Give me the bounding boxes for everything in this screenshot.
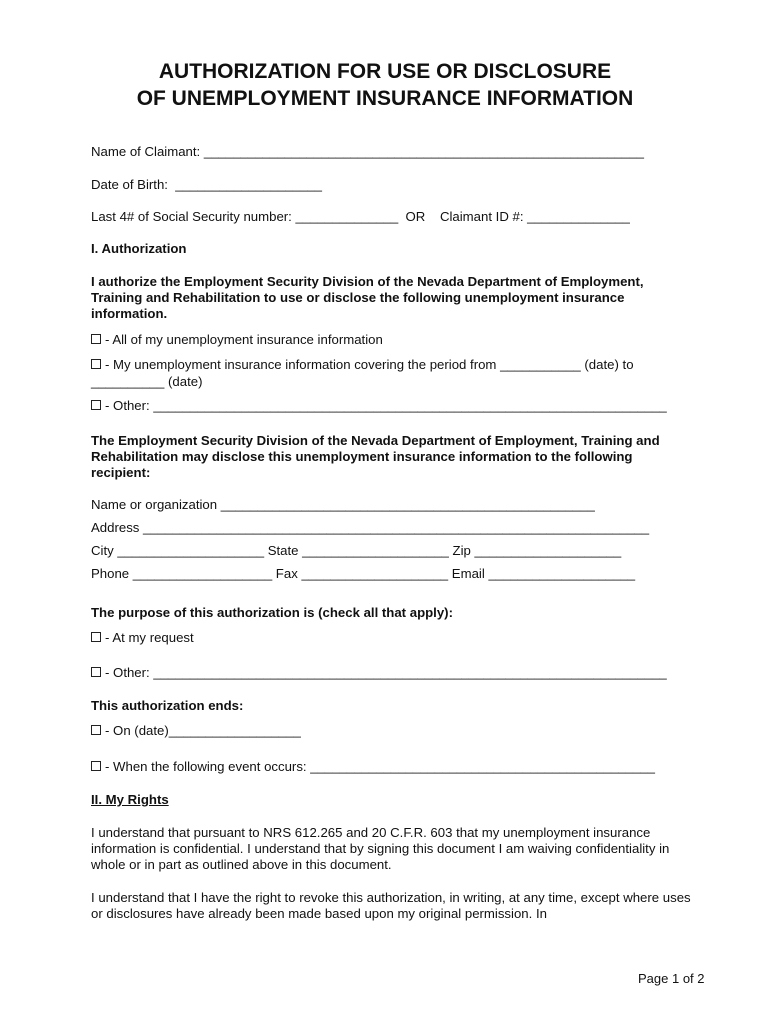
claimant-name-field[interactable]: Name of Claimant: ____________________________________________________________ — [91, 144, 644, 159]
ends-on-date-label: - On (date)__________________ — [105, 723, 301, 738]
ends-on-event-label: - When the following event occurs: _______________________________________________ — [105, 759, 655, 774]
authorization-statement: I authorize the Employment Security Division of the Nevada Department of Employment, Training and Rehabilitation to use or disclose the following unemployment insurance information. — [91, 274, 644, 321]
ends-on-event[interactable] — [91, 759, 655, 775]
checkbox-icon[interactable] — [91, 400, 101, 410]
purpose-other[interactable] — [91, 665, 667, 681]
date-of-birth-field[interactable]: Date of Birth: ____________________ — [91, 177, 322, 192]
ends-heading: This authorization ends: — [91, 698, 244, 713]
option-other-label: - Other: ______________________________________________________________________ — [105, 398, 667, 413]
section-authorization-heading: I. Authorization — [91, 241, 187, 256]
checkbox-icon[interactable] — [91, 632, 101, 642]
recipient-statement: The Employment Security Division of the Nevada Department of Employment, Training and Rehabilitation may disclose this unemployment insurance information to the following recipient: — [91, 433, 660, 480]
form-title-line-2: OF UNEMPLOYMENT INSURANCE INFORMATION — [136, 87, 634, 110]
page-number: Page 1 of 2 — [638, 971, 705, 986]
section-my-rights-heading: II. My Rights — [91, 792, 169, 807]
rights-paragraph-1: I understand that pursuant to NRS 612.265 and 20 C.F.R. 603 that my unemployment insurance information is confidential. I understand that by signing this document I am waiving confidentiality in whole or in part as outlined above in this document. — [91, 825, 670, 872]
recipient-phone-fax-email-field[interactable]: Phone ___________________ Fax ____________________ Email ____________________ — [91, 566, 636, 581]
purpose-request-label: - At my request — [105, 630, 194, 645]
checkbox-icon[interactable] — [91, 334, 101, 344]
option-other[interactable] — [91, 398, 667, 414]
recipient-address-field[interactable]: Address _____________________________________________________________________ — [91, 520, 650, 535]
checkbox-icon[interactable] — [91, 761, 101, 771]
purpose-request[interactable] — [91, 630, 194, 646]
checkbox-icon[interactable] — [91, 725, 101, 735]
option-period[interactable] — [91, 357, 634, 373]
form-title-line-1: AUTHORIZATION FOR USE OR DISCLOSURE — [158, 60, 612, 83]
option-period-label: - My unemployment insurance information covering the period from ___________ (date) to — [105, 357, 634, 372]
option-all-info[interactable] — [91, 332, 383, 348]
ssn-claimant-id-field[interactable]: Last 4# of Social Security number: ______________ OR Claimant ID #: ______________ — [91, 209, 630, 224]
recipient-city-state-zip-field[interactable]: City ____________________ State ____________________ Zip ____________________ — [91, 543, 622, 558]
ends-on-date[interactable] — [91, 723, 301, 739]
option-all-label: - All of my unemployment insurance information — [105, 332, 383, 347]
purpose-other-label: - Other: ______________________________________________________________________ — [105, 665, 667, 680]
purpose-heading: The purpose of this authorization is (check all that apply): — [91, 605, 453, 620]
recipient-name-field[interactable]: Name or organization ___________________________________________________ — [91, 497, 595, 512]
checkbox-icon[interactable] — [91, 667, 101, 677]
checkbox-icon[interactable] — [91, 359, 101, 369]
rights-paragraph-2: I understand that I have the right to revoke this authorization, in writing, at any time, except where uses or disclosures have already been made based upon my original permission. In — [91, 890, 691, 921]
option-period-continued: __________ (date) — [91, 374, 203, 389]
